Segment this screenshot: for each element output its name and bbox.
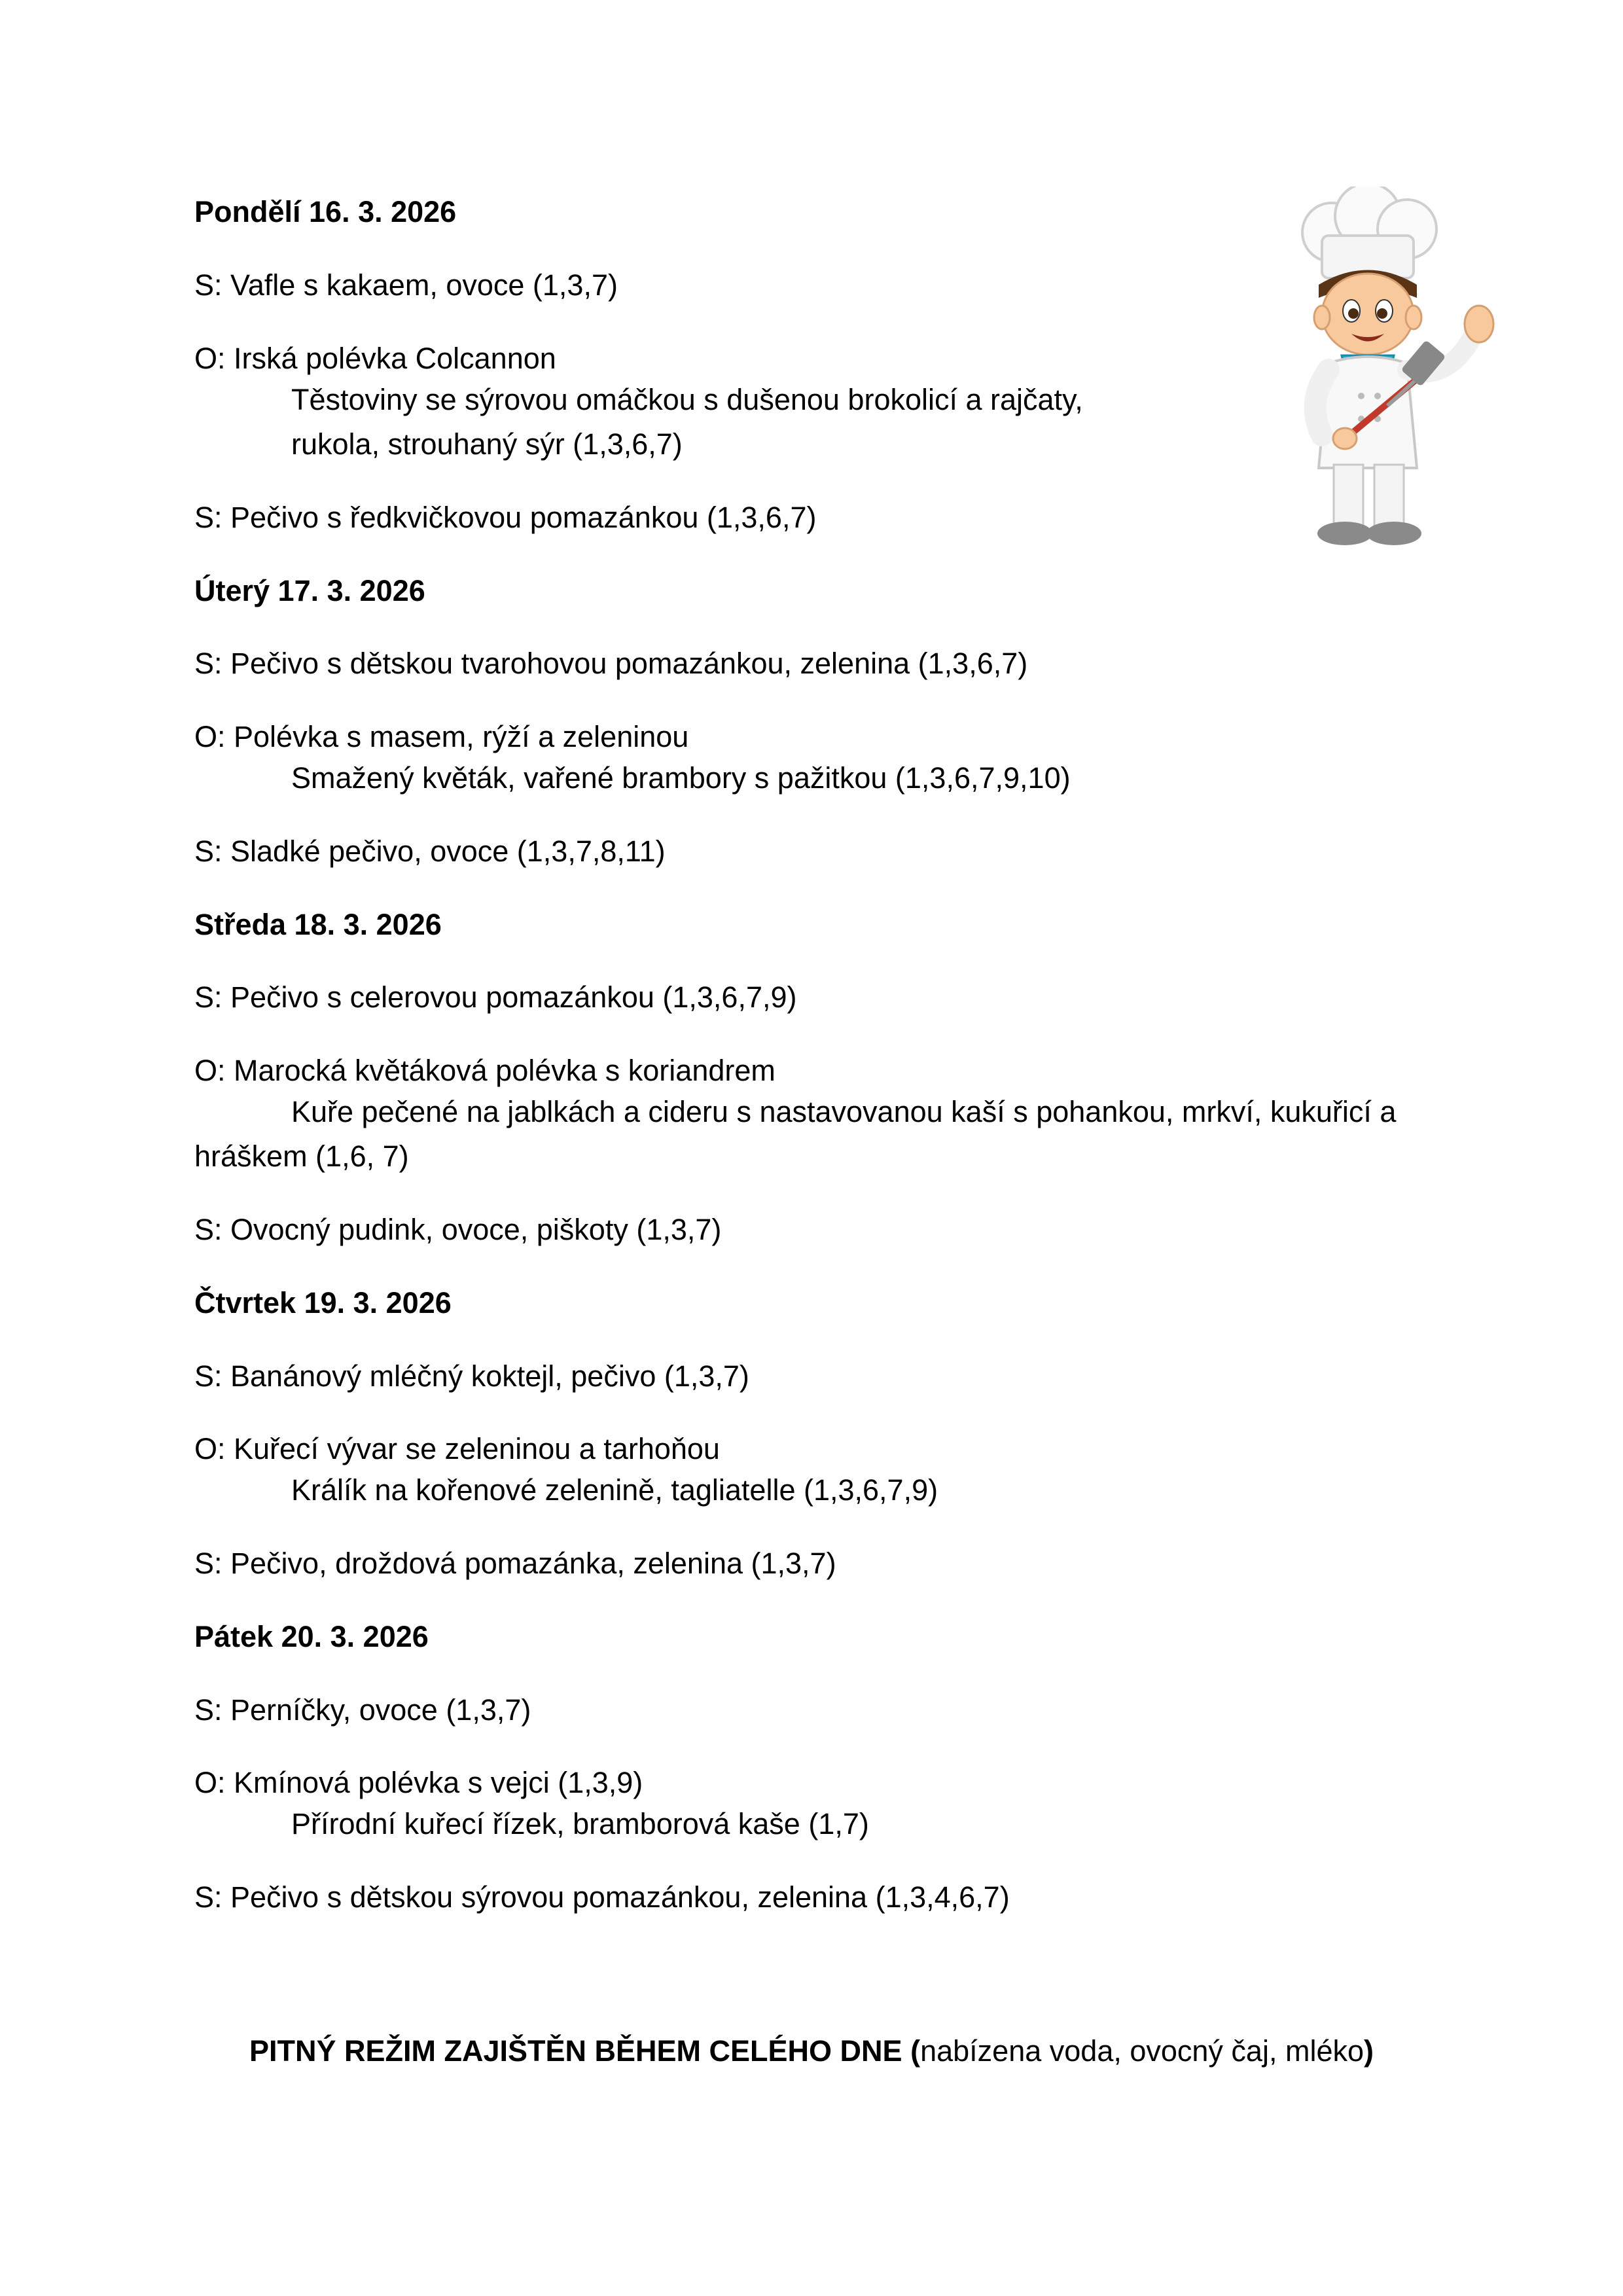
day-heading-tuesday: Úterý 17. 3. 2026 — [194, 574, 425, 607]
monday-snack2: S: Pečivo s ředkvičkovou pomazánkou (1,3,6,7) — [194, 501, 817, 534]
monday-lunch-main-line1: Těstoviny se sýrovou omáčkou s dušenou brokolicí a rajčaty, — [291, 383, 1083, 416]
drinking-regime-detail: nabízena voda, ovocný čaj, mléko — [920, 2034, 1364, 2068]
wednesday-snack2: S: Ovocný pudink, ovoce, piškoty (1,3,7) — [194, 1213, 722, 1246]
day-heading-thursday: Čtvrtek 19. 3. 2026 — [194, 1286, 452, 1319]
drinking-regime-bold: PITNÝ REŽIM ZAJIŠTĚN BĚHEM CELÉHO DNE — [249, 2034, 902, 2068]
chef-illustration — [1283, 187, 1518, 553]
wednesday-lunch-main-line2: hráškem (1,6, 7) — [194, 1139, 409, 1173]
wednesday-snack1: S: Pečivo s celerovou pomazánkou (1,3,6,7,9) — [194, 980, 797, 1014]
day-heading-monday: Pondělí 16. 3. 2026 — [194, 195, 457, 228]
monday-lunch-main-line2: rukola, strouhaný sýr (1,3,6,7) — [291, 427, 683, 461]
tuesday-snack2: S: Sladké pečivo, ovoce (1,3,7,8,11) — [194, 834, 666, 868]
wednesday-lunch-main-line1: Kuře pečené na jablkách a cideru s nastavovanou kaší s pohankou, mrkví, kukuřicí a — [291, 1095, 1397, 1128]
drinking-regime-note — [0, 2034, 1623, 2068]
paren-open: ( — [910, 2034, 921, 2068]
chef-hat-icon — [1302, 187, 1436, 278]
friday-lunch-soup: O: Kmínová polévka s vejci (1,3,9) — [194, 1766, 643, 1799]
friday-lunch-main-line1: Přírodní kuřecí řízek, bramborová kaše (1,7) — [291, 1807, 869, 1840]
day-heading-wednesday: Středa 18. 3. 2026 — [194, 908, 442, 941]
paren-close: ) — [1364, 2034, 1374, 2068]
wednesday-lunch-soup: O: Marocká květáková polévka s koriandrem — [194, 1054, 776, 1087]
tuesday-lunch-soup: O: Polévka s masem, rýží a zeleninou — [194, 720, 689, 753]
friday-snack1: S: Perníčky, ovoce (1,3,7) — [194, 1693, 531, 1727]
thursday-lunch-main-line1: Králík na kořenové zelenině, tagliatelle (1,3,6,7,9) — [291, 1473, 938, 1507]
tuesday-snack1: S: Pečivo s dětskou tvarohovou pomazánkou, zelenina (1,3,6,7) — [194, 647, 1028, 680]
monday-snack1: S: Vafle s kakaem, ovoce (1,3,7) — [194, 268, 618, 302]
tuesday-lunch-main-line1: Smažený květák, vařené brambory s pažitkou (1,3,6,7,9,10) — [291, 761, 1071, 795]
thursday-snack2: S: Pečivo, droždová pomazánka, zelenina (1,3,7) — [194, 1547, 836, 1580]
thursday-lunch-soup: O: Kuřecí vývar se zeleninou a tarhoňou — [194, 1432, 720, 1465]
day-heading-friday: Pátek 20. 3. 2026 — [194, 1620, 429, 1653]
thursday-snack1: S: Banánový mléčný koktejl, pečivo (1,3,7) — [194, 1359, 749, 1393]
friday-snack2: S: Pečivo s dětskou sýrovou pomazánkou, zelenina (1,3,4,6,7) — [194, 1880, 1010, 1914]
monday-lunch-soup: O: Irská polévka Colcannon — [194, 342, 556, 375]
